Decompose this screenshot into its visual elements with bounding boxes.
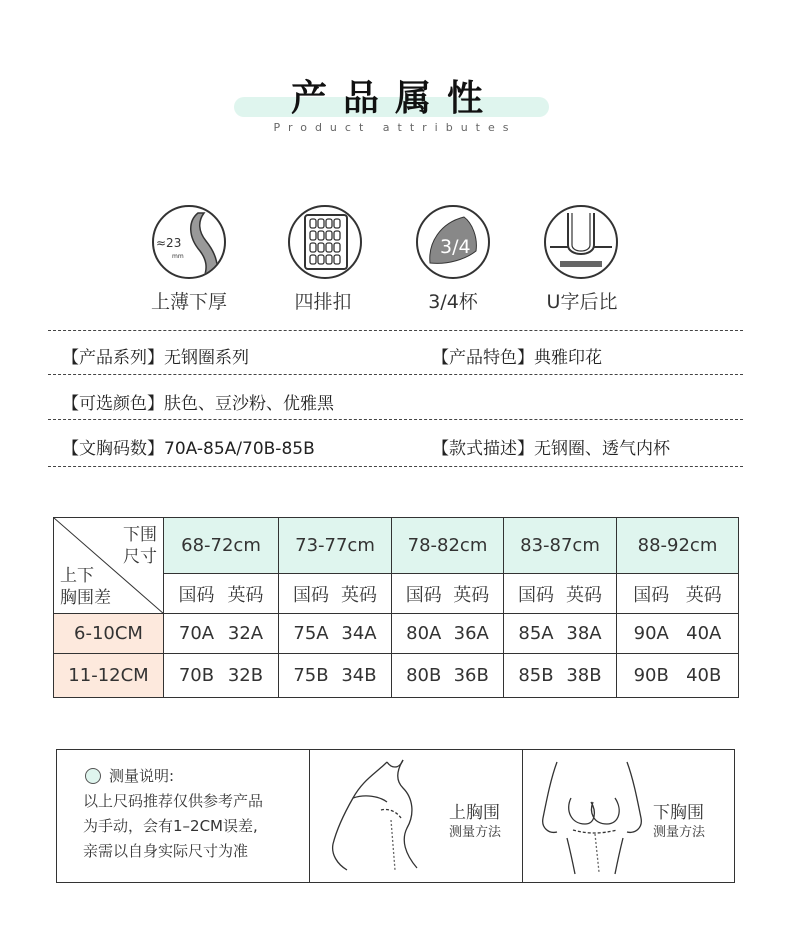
under-bust-title: 下胸围	[653, 803, 704, 823]
size-cell: 75A	[293, 623, 329, 644]
icon-label-cup: 3/4杯	[428, 291, 478, 313]
attr-style-key: 【款式描述】	[432, 439, 534, 459]
under-bust-header: 78-82cm	[392, 518, 504, 574]
code-uk-label: 英码	[453, 584, 490, 606]
attr-feature-key: 【产品特色】	[432, 348, 534, 368]
icon-label-hooks: 四排扣	[294, 291, 352, 313]
svg-text:3/4: 3/4	[440, 236, 471, 258]
attr-size-key: 【文胸码数】	[62, 439, 164, 459]
info-circle-icon	[85, 768, 101, 784]
measure-note-line: 以上尺码推荐仅供参考产品	[83, 792, 264, 810]
size-cell: 85A	[518, 623, 554, 644]
upper-bust-figure-icon	[325, 758, 445, 876]
code-uk-label: 英码	[685, 584, 722, 606]
upper-bust-subtitle: 测量方法	[449, 825, 502, 840]
u-back-icon	[544, 205, 618, 279]
code-national-label: 国码	[633, 584, 670, 606]
divider	[48, 419, 743, 420]
size-cell: 36B	[453, 665, 489, 686]
icon-label-back: U字后比	[546, 291, 618, 313]
attr-color-value: 肤色、豆沙粉、优雅黑	[164, 394, 334, 414]
attr-style-value: 无钢圈、透气内杯	[534, 439, 670, 459]
attr-size	[62, 434, 315, 459]
size-cell: 85B	[518, 665, 554, 686]
size-cell: 90A	[633, 623, 669, 644]
svg-text:mm: mm	[172, 253, 184, 260]
code-national-label: 国码	[405, 584, 442, 606]
size-cell: 70A	[178, 623, 215, 644]
size-cell: 80A	[406, 623, 442, 644]
table-row	[54, 614, 739, 654]
measurement-guide	[56, 749, 735, 883]
attr-series	[62, 343, 249, 368]
table-row	[54, 654, 739, 698]
under-bust-header: 88-92cm	[617, 518, 739, 574]
attr-style	[432, 434, 670, 459]
divider	[48, 374, 743, 375]
under-bust-subtitle: 测量方法	[653, 825, 706, 840]
size-cell: 38A	[566, 623, 602, 644]
divider	[48, 330, 743, 331]
size-cell: 70B	[178, 665, 215, 686]
icon-label-thickness: 上薄下厚	[150, 291, 227, 313]
attr-color-key: 【可选颜色】	[62, 394, 164, 414]
code-national-label: 国码	[178, 584, 215, 606]
code-uk-label: 英码	[566, 584, 602, 606]
size-cell: 32A	[227, 623, 264, 644]
size-cell: 90B	[633, 665, 669, 686]
table-corner-header	[54, 518, 164, 614]
attr-series-key: 【产品系列】	[62, 348, 164, 368]
under-bust-header: 73-77cm	[279, 518, 392, 574]
size-cell: 75B	[293, 665, 329, 686]
corner-diff-label-2: 胸围差	[60, 588, 111, 608]
svg-text:≈23: ≈23	[156, 236, 182, 250]
section-subtitle: Product attributes	[273, 121, 517, 134]
attr-size-value: 70A-85A/70B-85B	[164, 439, 315, 459]
size-cell: 36A	[453, 623, 489, 644]
attr-series-value: 无钢圈系列	[164, 348, 249, 368]
measure-note-line: 为手动，会有1–2CM误差,	[83, 817, 258, 835]
under-bust-figure-icon	[537, 758, 647, 876]
size-table	[53, 517, 739, 698]
code-national-label: 国码	[518, 584, 554, 606]
corner-under-label: 下围	[123, 525, 157, 545]
corner-diff-label-1: 上下	[60, 566, 94, 586]
size-cell: 40B	[686, 665, 722, 686]
code-uk-label: 英码	[341, 584, 377, 606]
size-cell: 32B	[227, 665, 264, 686]
padding-thickness-icon	[152, 205, 226, 279]
divider	[522, 750, 523, 882]
size-cell: 40A	[686, 623, 722, 644]
divider	[48, 466, 743, 467]
bust-diff-cell: 11-12CM	[54, 654, 164, 698]
code-uk-label: 英码	[227, 584, 264, 606]
measure-note-line: 亲需以自身实际尺寸为准	[83, 842, 249, 860]
three-quarter-cup-icon	[416, 205, 490, 279]
attr-color	[62, 389, 334, 414]
size-cell: 34B	[341, 665, 377, 686]
size-cell: 34A	[341, 623, 377, 644]
size-cell: 38B	[566, 665, 602, 686]
measure-title: 测量说明:	[109, 767, 175, 785]
attr-feature-value: 典雅印花	[534, 348, 602, 368]
divider	[309, 750, 310, 882]
section-title: 产品属性	[290, 78, 499, 119]
corner-size-label: 尺寸	[123, 547, 157, 567]
bust-diff-cell: 6-10CM	[54, 614, 164, 654]
code-national-label: 国码	[293, 584, 329, 606]
four-row-hook-icon	[288, 205, 362, 279]
upper-bust-title: 上胸围	[449, 803, 500, 823]
size-cell: 80B	[406, 665, 442, 686]
under-bust-header: 83-87cm	[504, 518, 617, 574]
attr-feature	[432, 343, 602, 368]
under-bust-header: 68-72cm	[164, 518, 279, 574]
